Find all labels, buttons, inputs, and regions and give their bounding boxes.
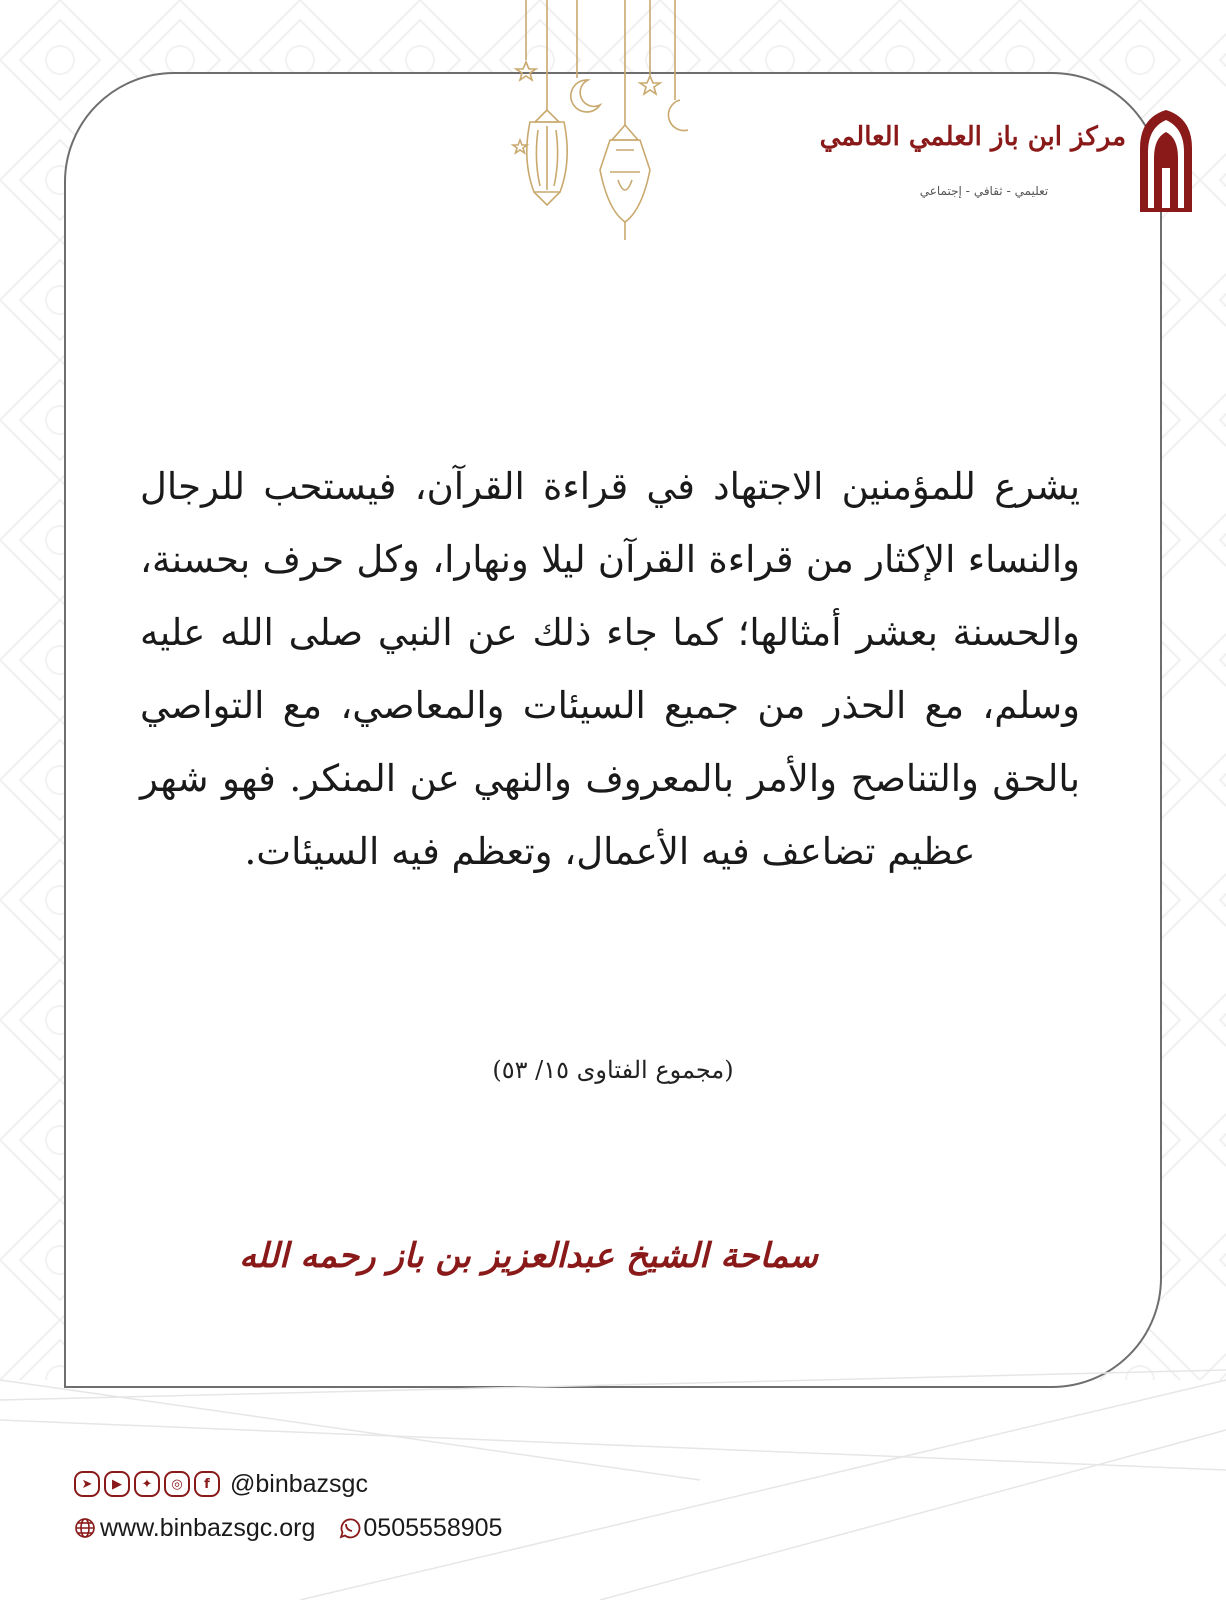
whatsapp-icon — [337, 1516, 361, 1540]
signature-calligraphy: سماحة الشيخ عبدالعزيز بن باز رحمه الله — [239, 1236, 818, 1276]
mosque-arch-icon — [1138, 108, 1194, 212]
website-link[interactable]: www.binbazsgc.org — [100, 1513, 316, 1542]
twitter-icon[interactable]: ✦ — [134, 1471, 160, 1497]
signature — [239, 1228, 818, 1298]
center-logo — [794, 108, 1194, 218]
social-links — [74, 1468, 368, 1500]
logo-subtitle: تعليمي - ثقافي - إجتماعي — [919, 184, 1049, 198]
fatwa-text: يشرع للمؤمنين الاجتهاد في قراءة القرآن، فيستحب للرجال والنساء الإكثار من قراءة القرآن ليلا ونهارا، وكل حرف بحسنة، والحسنة بعشر أمثالها؛ كما جاء ذلك عن النبي صلى الله عليه وسلم، مع الحذر من جميع السيئات والمعاصي، مع التواصي بالحق والتناصح والأمر بالمعروف والنهي عن المنكر. فهو شهر عظيم تضاعف فيه الأعمال، وتعظم فيه السيئات. — [140, 465, 1080, 873]
youtube-icon[interactable]: ▶ — [104, 1471, 130, 1497]
telegram-icon[interactable]: ➤ — [74, 1471, 100, 1497]
facebook-icon[interactable]: f — [194, 1471, 220, 1497]
citation: (مجموع الفتاوى ١٥/ ٥٣) — [492, 1056, 734, 1084]
social-handle[interactable]: @binbazsgc — [230, 1469, 368, 1498]
ramadan-lanterns-icon — [500, 0, 700, 250]
globe-icon — [74, 1517, 96, 1539]
instagram-icon[interactable]: ◎ — [164, 1471, 190, 1497]
contact-info — [74, 1512, 502, 1544]
phone-number[interactable]: 0505558905 — [363, 1513, 503, 1542]
logo-title: مركز ابن باز العلمي العالمي — [819, 122, 1126, 152]
